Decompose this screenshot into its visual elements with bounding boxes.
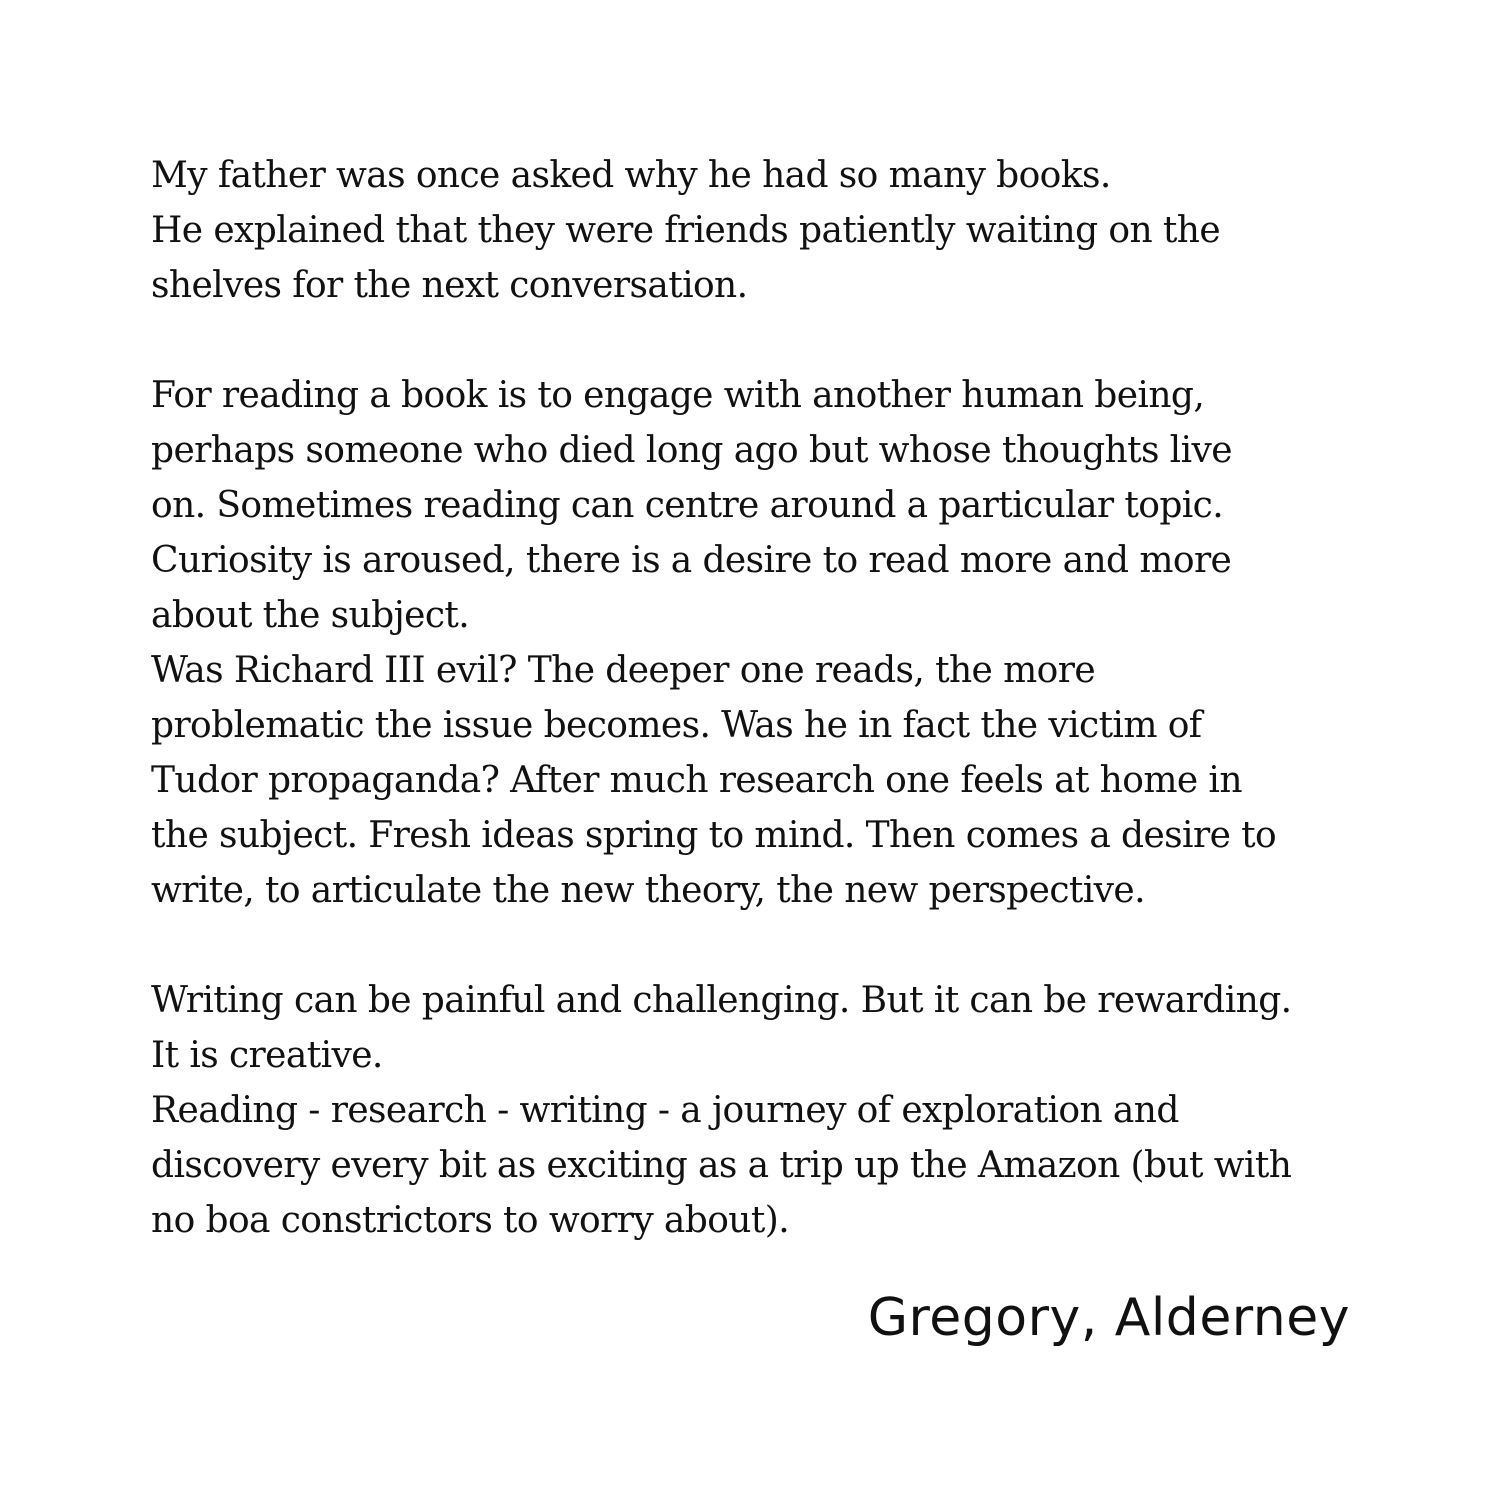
text-line: write, to articulate the new theory, the new perspective. bbox=[151, 870, 1145, 911]
paragraph-gap bbox=[151, 313, 1371, 368]
text-line: Curiosity is aroused, there is a desire to read more and more bbox=[151, 540, 1232, 581]
text-line: problematic the issue becomes. Was he in fact the victim of bbox=[151, 705, 1202, 746]
text-line: Writing can be painful and challenging. But it can be rewarding. bbox=[151, 980, 1292, 1021]
text-line: It is creative. bbox=[151, 1035, 383, 1076]
paragraph-gap bbox=[151, 918, 1371, 973]
text-line: Tudor propaganda? After much research one feels at home in bbox=[151, 760, 1242, 801]
text-line: on. Sometimes reading can centre around a particular topic. bbox=[151, 485, 1224, 526]
text-line: Reading - research - writing - a journey of exploration and bbox=[151, 1090, 1179, 1131]
text-line: discovery every bit as exciting as a trip up the Amazon (but with bbox=[151, 1145, 1292, 1186]
text-line: about the subject. bbox=[151, 595, 470, 636]
text-line: shelves for the next conversation. bbox=[151, 265, 748, 306]
text-line: My father was once asked why he had so many books. bbox=[151, 155, 1111, 196]
text-line: For reading a book is to engage with another human being, bbox=[151, 375, 1205, 416]
text-line: perhaps someone who died long ago but whose thoughts live bbox=[151, 430, 1232, 471]
text-line: Was Richard III evil? The deeper one reads, the more bbox=[151, 650, 1096, 691]
signature: Gregory, Alderney bbox=[867, 1288, 1350, 1348]
body-text bbox=[151, 148, 1371, 1248]
text-line: no boa constrictors to worry about). bbox=[151, 1200, 790, 1241]
text-line: He explained that they were friends patiently waiting on the bbox=[151, 210, 1221, 251]
text-line: the subject. Fresh ideas spring to mind. Then comes a desire to bbox=[151, 815, 1277, 856]
